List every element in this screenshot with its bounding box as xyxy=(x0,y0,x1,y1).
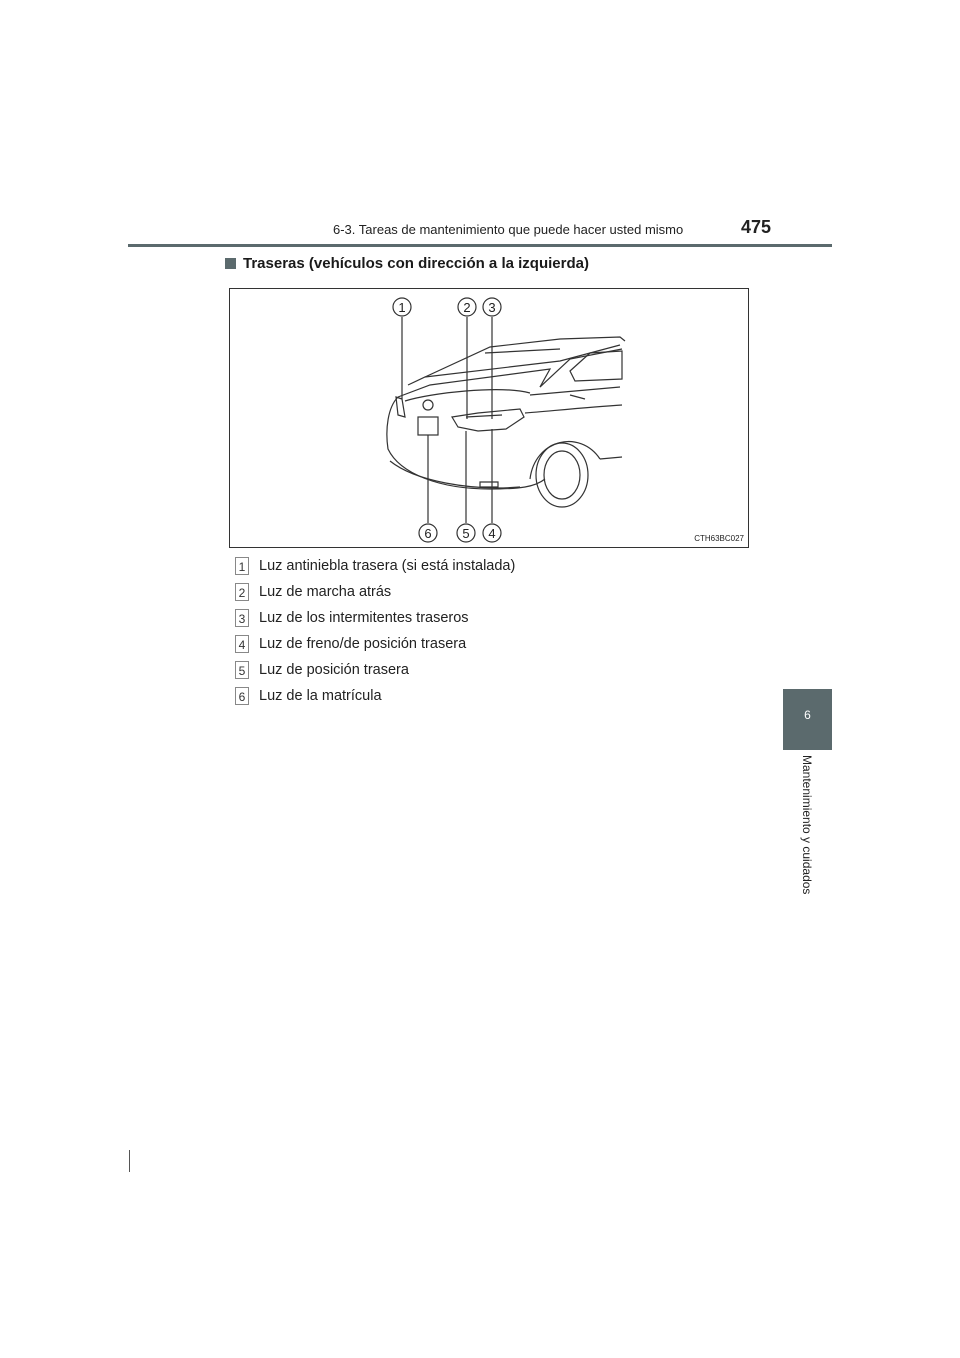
chapter-number: 6 xyxy=(804,708,811,722)
callout-top xyxy=(393,298,501,316)
legend-item xyxy=(235,553,515,579)
legend-text: Luz de la matrícula xyxy=(259,688,382,704)
legend-number: 2 xyxy=(235,583,249,601)
section-heading xyxy=(225,255,589,272)
legend-item xyxy=(235,579,515,605)
chapter-tab-rule xyxy=(783,747,832,750)
figure-code: CTH63BC027 xyxy=(694,534,744,543)
chapter-tab[interactable] xyxy=(783,689,832,747)
header-rule xyxy=(128,244,832,247)
legend-item xyxy=(235,683,515,709)
legend-item xyxy=(235,631,515,657)
callout-6: 6 xyxy=(424,526,432,541)
section-heading-text: Traseras (vehículos con dirección a la izquierda) xyxy=(243,255,589,272)
chapter-label: Mantenimiento y cuidados xyxy=(800,755,814,895)
legend-number: 4 xyxy=(235,635,249,653)
legend-item xyxy=(235,605,515,631)
callout-3: 3 xyxy=(488,300,496,315)
callout-2: 2 xyxy=(463,300,471,315)
square-bullet-icon xyxy=(225,258,236,269)
legend-text: Luz de marcha atrás xyxy=(259,584,392,600)
legend-number: 5 xyxy=(235,661,249,679)
legend-text: Luz de posición trasera xyxy=(259,662,409,678)
callout-5: 5 xyxy=(462,526,470,541)
legend-list xyxy=(235,553,515,709)
callout-4: 4 xyxy=(488,526,496,541)
callout-bottom xyxy=(419,524,501,542)
margin-mark xyxy=(129,1150,130,1172)
legend-number: 1 xyxy=(235,557,249,575)
legend-text: Luz antiniebla trasera (si está instalada) xyxy=(259,558,516,574)
page-number: 475 xyxy=(741,217,772,237)
legend-text: Luz de los intermitentes traseros xyxy=(259,610,469,626)
legend-number: 6 xyxy=(235,687,249,705)
rear-lights-figure xyxy=(229,288,749,548)
callout-1: 1 xyxy=(398,300,406,315)
car-rear-illustration xyxy=(230,289,748,547)
legend-number: 3 xyxy=(235,609,249,627)
legend-item xyxy=(235,657,515,683)
legend-text: Luz de freno/de posición trasera xyxy=(259,636,467,652)
header-title: 6-3. Tareas de mantenimiento que puede hacer usted mismo xyxy=(333,222,684,237)
